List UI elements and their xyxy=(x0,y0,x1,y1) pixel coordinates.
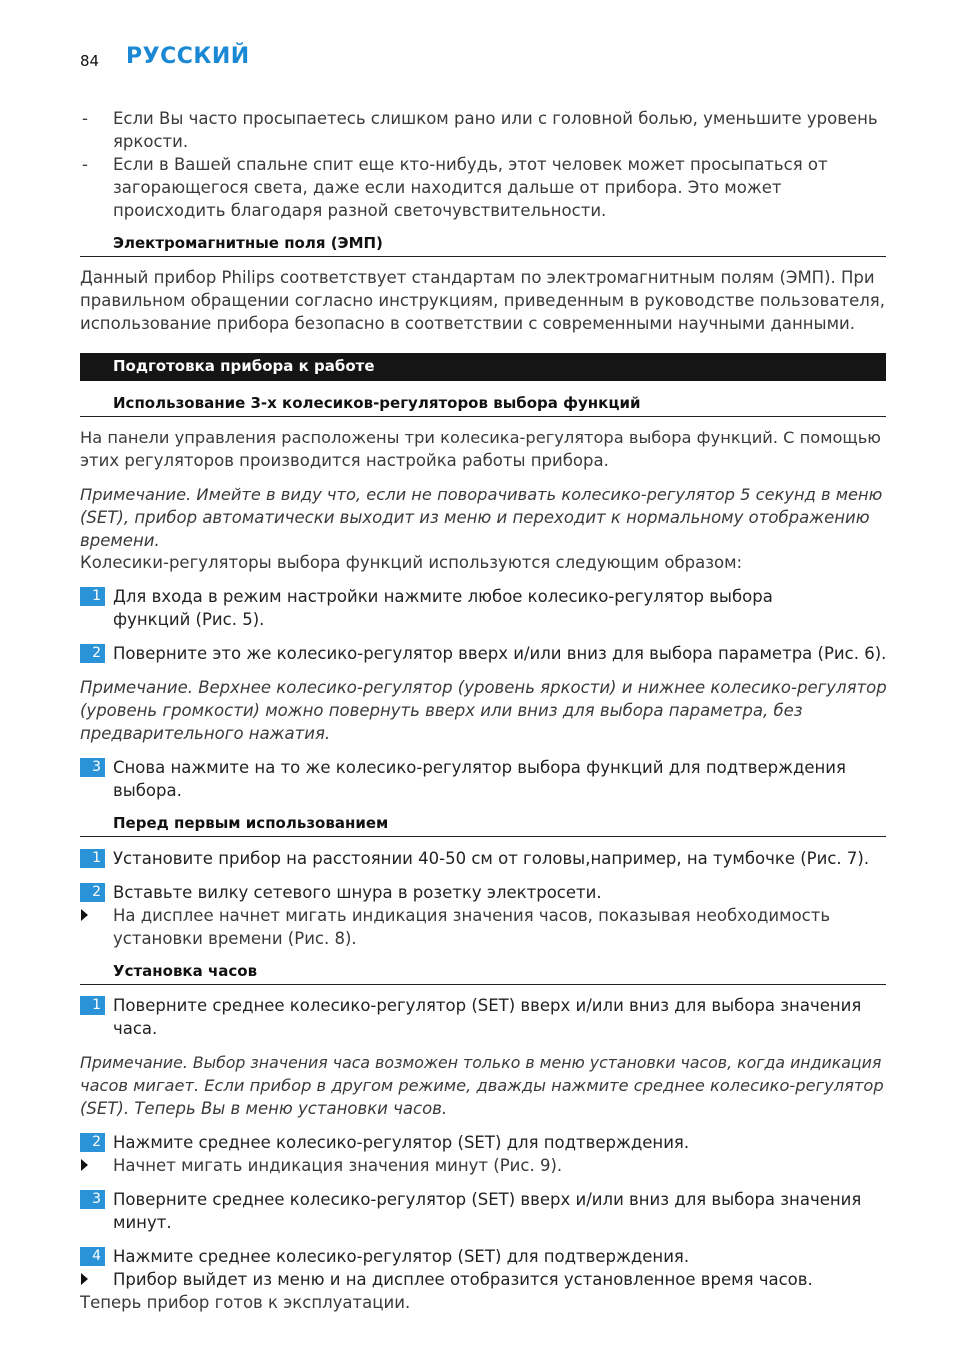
note-line: Примечание. Верхнее колесико-регулятор (уровень яркости) и нижнее колесико-регулятор xyxy=(80,678,887,697)
heading-text: Перед первым использованием xyxy=(113,814,389,832)
page-number: 84 xyxy=(80,52,100,70)
step-number-badge: 4 xyxy=(80,1247,105,1266)
step-line: минут. xyxy=(113,1213,172,1232)
step-number-badge: 1 xyxy=(80,849,105,868)
section-heading-wheels xyxy=(80,392,886,417)
dash-item-line: Если в Вашей спальне спит еще кто-нибудь, этот человек может просыпаться от xyxy=(113,155,828,174)
step-number-badge: 1 xyxy=(80,587,105,606)
heading-text: Использование 3-х колесиков-регуляторов выбора функций xyxy=(113,394,641,412)
note-line: Примечание. Выбор значения часа возможен только в меню установки часов, когда индикация xyxy=(80,1053,882,1072)
note-line: времени. xyxy=(80,531,160,550)
step-number-badge: 3 xyxy=(80,1190,105,1209)
result-line: На дисплее начнет мигать индикация значения часов, показывая необходимость xyxy=(113,906,831,925)
step-number-badge: 2 xyxy=(80,644,105,663)
note-line: (SET), прибор автоматически выходит из меню и переходит к нормальному отображению xyxy=(80,508,870,527)
heading-text: Установка часов xyxy=(113,962,258,980)
paragraph-line: этих регуляторов производится настройка работы прибора. xyxy=(80,451,609,470)
paragraph-line: Колесики-регуляторы выбора функций используются следующим образом: xyxy=(80,553,743,572)
language-title: РУССКИЙ xyxy=(126,44,250,69)
paragraph-line: использование прибора безопасно в соответствии с современными научными данными. xyxy=(80,314,856,333)
step-line: Поверните это же колесико-регулятор вверх и/или вниз для выбора параметра (Рис. 6). xyxy=(113,644,887,663)
result-arrow-icon xyxy=(81,1273,88,1285)
result-arrow-icon xyxy=(81,1159,88,1171)
dash-item-line: происходить благодаря разной светочувствительности. xyxy=(113,201,607,220)
dash-marker: - xyxy=(82,155,88,174)
section-heading-first-use xyxy=(80,812,886,837)
step-number-badge: 3 xyxy=(80,758,105,777)
step-line: Нажмите среднее колесико-регулятор (SET) для подтверждения. xyxy=(113,1133,690,1152)
heading-text: Электромагнитные поля (ЭМП) xyxy=(113,234,383,252)
result-line: установки времени (Рис. 8). xyxy=(113,929,357,948)
dash-marker: - xyxy=(82,109,88,128)
section-heading-emf xyxy=(80,232,886,257)
paragraph-line: Данный прибор Philips соответствует стандартам по электромагнитным полям (ЭМП). При xyxy=(80,268,875,287)
step-line: Установите прибор на расстоянии 40-50 см от головы,например, на тумбочке (Рис. 7). xyxy=(113,849,870,868)
note-line: предварительного нажатия. xyxy=(80,724,331,743)
paragraph-line: правильном обращении согласно инструкциям, приведенным в руководстве пользователя, xyxy=(80,291,885,310)
section-banner-preparation xyxy=(80,353,886,381)
closing-line: Теперь прибор готов к эксплуатации. xyxy=(80,1293,411,1312)
note-line: (SET). Теперь Вы в меню установки часов. xyxy=(80,1099,448,1118)
step-line: Поверните среднее колесико-регулятор (SET) вверх и/или вниз для выбора значения xyxy=(113,1190,862,1209)
note-line: (уровень громкости) можно повернуть вверх или вниз для выбора параметра, без xyxy=(80,701,803,720)
step-number-badge: 2 xyxy=(80,883,105,902)
step-line: выбора. xyxy=(113,781,182,800)
step-line: часа. xyxy=(113,1019,158,1038)
result-line: Начнет мигать индикация значения минут (Рис. 9). xyxy=(113,1156,563,1175)
paragraph-line: На панели управления расположены три колесика-регулятора выбора функций. С помощью xyxy=(80,428,881,447)
step-number-badge: 1 xyxy=(80,996,105,1015)
banner-text: Подготовка прибора к работе xyxy=(113,357,375,375)
step-line: Нажмите среднее колесико-регулятор (SET) для подтверждения. xyxy=(113,1247,690,1266)
result-line: Прибор выйдет из меню и на дисплее отобразится установленное время часов. xyxy=(113,1270,813,1289)
result-arrow-icon xyxy=(81,909,88,921)
note-line: часов мигает. Если прибор в другом режиме, дважды нажмите среднее колесико-регулятор xyxy=(80,1076,884,1095)
dash-item-line: яркости. xyxy=(113,132,189,151)
note-line: Примечание. Имейте в виду что, если не поворачивать колесико-регулятор 5 секунд в меню xyxy=(80,485,883,504)
dash-item-line: Если Вы часто просыпаетесь слишком рано или с головной болью, уменьшите уровень xyxy=(113,109,878,128)
step-line: Снова нажмите на то же колесико-регулятор выбора функций для подтверждения xyxy=(113,758,846,777)
step-line: Вставьте вилку сетевого шнура в розетку электросети. xyxy=(113,883,602,902)
step-line: Для входа в режим настройки нажмите любое колесико-регулятор выбора xyxy=(113,587,773,606)
step-number-badge: 2 xyxy=(80,1133,105,1152)
dash-item-line: загорающегося света, даже если находится дальше от прибора. Это может xyxy=(113,178,782,197)
step-line: Поверните среднее колесико-регулятор (SET) вверх и/или вниз для выбора значения xyxy=(113,996,862,1015)
step-line: функций (Рис. 5). xyxy=(113,610,265,629)
section-heading-clock xyxy=(80,960,886,985)
